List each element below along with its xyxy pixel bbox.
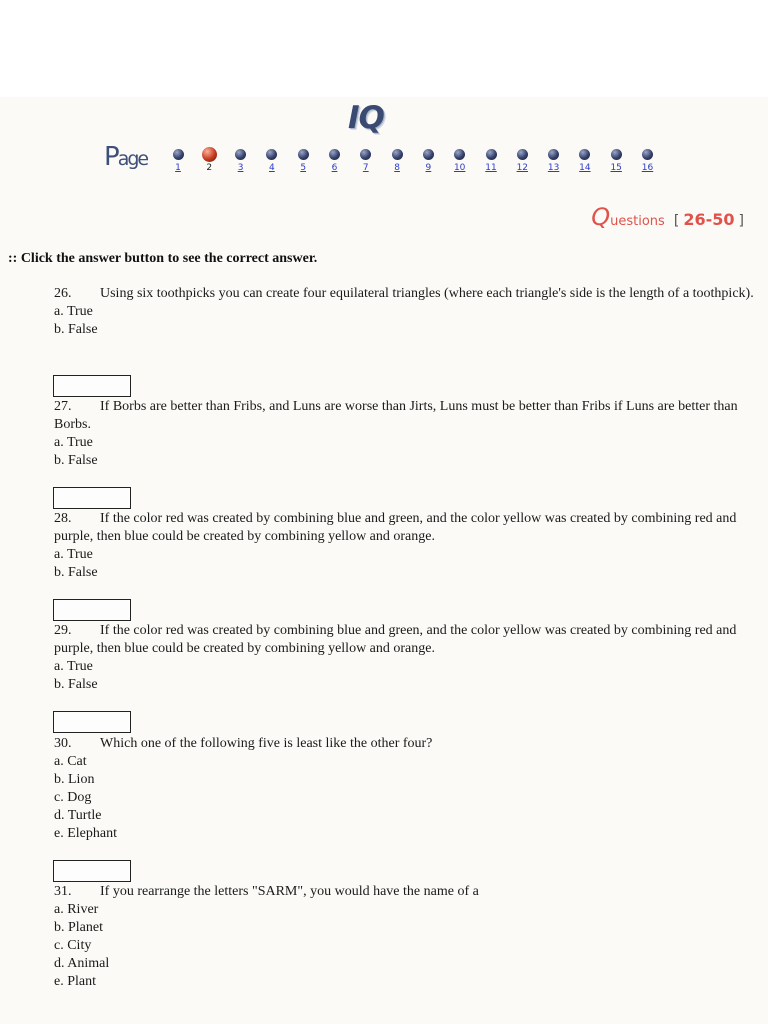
page-link-1[interactable] — [166, 149, 190, 173]
page-link-4[interactable] — [260, 149, 284, 173]
page-number[interactable]: 15 — [610, 163, 622, 173]
answer-option: c. City — [54, 938, 92, 953]
answer-option: b. False — [54, 322, 98, 337]
page-link-12[interactable] — [510, 149, 534, 173]
question-text — [54, 622, 758, 658]
page-dot-icon[interactable] — [642, 149, 653, 160]
answer-option: a. True — [54, 435, 93, 450]
page-dot-icon[interactable] — [235, 149, 246, 160]
page-dot-icon[interactable] — [454, 149, 465, 160]
page-label-rest: age — [117, 148, 148, 170]
answer-option: a. River — [54, 902, 99, 917]
page-link-11[interactable] — [479, 149, 503, 173]
page-number[interactable]: 5 — [300, 163, 307, 173]
page-dot-icon[interactable] — [298, 149, 309, 160]
question-item — [54, 622, 758, 694]
page-dot-icon[interactable] — [423, 149, 434, 160]
answer-option: b. Lion — [54, 772, 95, 787]
page-link-10[interactable] — [448, 149, 472, 173]
question-range: 26-50 — [683, 210, 735, 229]
page-dot-icon[interactable] — [611, 149, 622, 160]
question-item — [54, 285, 758, 339]
answer-button[interactable] — [53, 860, 131, 882]
page-number[interactable]: 7 — [362, 163, 369, 173]
page-link-5[interactable] — [291, 149, 315, 173]
page-number[interactable]: 3 — [237, 163, 244, 173]
question-number: 29. — [54, 623, 72, 638]
question-text — [54, 883, 758, 901]
page-number[interactable]: 4 — [269, 163, 275, 173]
questions-label-rest: uestions — [610, 214, 665, 229]
answer-option: e. Plant — [54, 974, 96, 989]
page-link-7[interactable] — [354, 149, 378, 173]
instruction-text: :: Click the answer button to see the correct answer. — [8, 251, 318, 266]
page-number[interactable]: 9 — [425, 163, 432, 173]
page-number[interactable]: 8 — [394, 163, 400, 173]
question-item — [54, 735, 758, 843]
question-text — [54, 285, 758, 303]
answer-button[interactable] — [53, 487, 131, 509]
page-dot-icon[interactable] — [548, 149, 559, 160]
question-body: If Borbs are better than Fribs, and Luns are worse than Jirts, Luns must be better than Fribs if Luns are better than Borbs. — [54, 399, 738, 432]
page-number[interactable]: 14 — [579, 163, 591, 173]
iq-logo: IQ — [348, 100, 384, 136]
question-number: 31. — [54, 884, 72, 899]
questions-range-header — [591, 203, 748, 231]
page-link-3[interactable] — [229, 149, 253, 173]
answer-option: a. Cat — [54, 754, 87, 769]
page-navigation — [0, 147, 768, 177]
page-label-cap: P — [104, 142, 118, 172]
answer-button[interactable] — [53, 599, 131, 621]
page-dot-icon[interactable] — [486, 149, 497, 160]
answer-button[interactable] — [53, 711, 131, 733]
answer-button[interactable] — [53, 375, 131, 397]
page-dot-icon[interactable] — [173, 149, 184, 160]
page-number[interactable]: 10 — [453, 163, 466, 173]
answer-option: b. False — [54, 453, 98, 468]
page-dot-icon[interactable] — [392, 149, 403, 160]
page-number[interactable]: 6 — [331, 163, 338, 173]
question-number: 30. — [54, 736, 72, 751]
answer-option: c. Dog — [54, 790, 92, 805]
question-body: Using six toothpicks you can create four equilateral triangles (where each triangle's side is the length of a toothpick). — [100, 286, 754, 301]
page-link-8[interactable] — [385, 149, 409, 173]
page-link-15[interactable] — [604, 149, 628, 173]
question-text — [54, 735, 758, 753]
question-number: 27. — [54, 399, 72, 414]
answer-option: a. True — [54, 304, 93, 319]
question-item — [54, 398, 758, 470]
page-link-2 — [197, 147, 221, 173]
question-item — [54, 510, 758, 582]
page-link-14[interactable] — [573, 149, 597, 173]
question-body: Which one of the following five is least like the other four? — [100, 736, 433, 751]
answer-option: e. Elephant — [54, 826, 117, 841]
page-dot-icon[interactable] — [266, 149, 277, 160]
page-dot-icon — [202, 147, 217, 162]
page-number[interactable]: 11 — [485, 163, 497, 173]
page-dot-icon[interactable] — [517, 149, 528, 160]
page-number[interactable]: 16 — [641, 163, 654, 173]
questions-label-cap: Q — [591, 203, 611, 231]
page-link-13[interactable] — [542, 149, 566, 173]
question-item — [54, 883, 758, 991]
answer-option: b. False — [54, 565, 98, 580]
page-number[interactable]: 12 — [516, 163, 529, 173]
question-text — [54, 510, 758, 546]
question-body: If you rearrange the letters "SARM", you would have the name of a — [100, 884, 479, 899]
page-dot-icon[interactable] — [360, 149, 371, 160]
bracket-open: [ — [673, 213, 680, 229]
bracket-close: ] — [738, 213, 744, 229]
page-number[interactable]: 1 — [175, 163, 181, 173]
answer-option: a. True — [54, 547, 93, 562]
page-number: 2 — [206, 163, 213, 173]
answer-option: d. Animal — [54, 956, 110, 971]
answer-option: a. True — [54, 659, 93, 674]
page-link-6[interactable] — [323, 149, 347, 173]
page-link-16[interactable] — [636, 149, 660, 173]
answer-option: b. Planet — [54, 920, 103, 935]
question-number: 28. — [54, 511, 72, 526]
page-dot-icon[interactable] — [579, 149, 590, 160]
question-text — [54, 398, 758, 434]
page-number[interactable]: 13 — [547, 163, 560, 173]
question-body: If the color red was created by combining blue and green, and the color yellow was created by combining red and purple, then blue could be created by combining yellow and orange. — [54, 511, 737, 544]
page-link-9[interactable] — [416, 149, 440, 173]
page-dot-icon[interactable] — [329, 149, 340, 160]
question-body: If the color red was created by combining blue and green, and the color yellow was created by combining red and purple, then blue could be created by combining yellow and orange. — [54, 623, 737, 656]
question-number: 26. — [54, 286, 72, 301]
answer-option: b. False — [54, 677, 98, 692]
answer-option: d. Turtle — [54, 808, 102, 823]
